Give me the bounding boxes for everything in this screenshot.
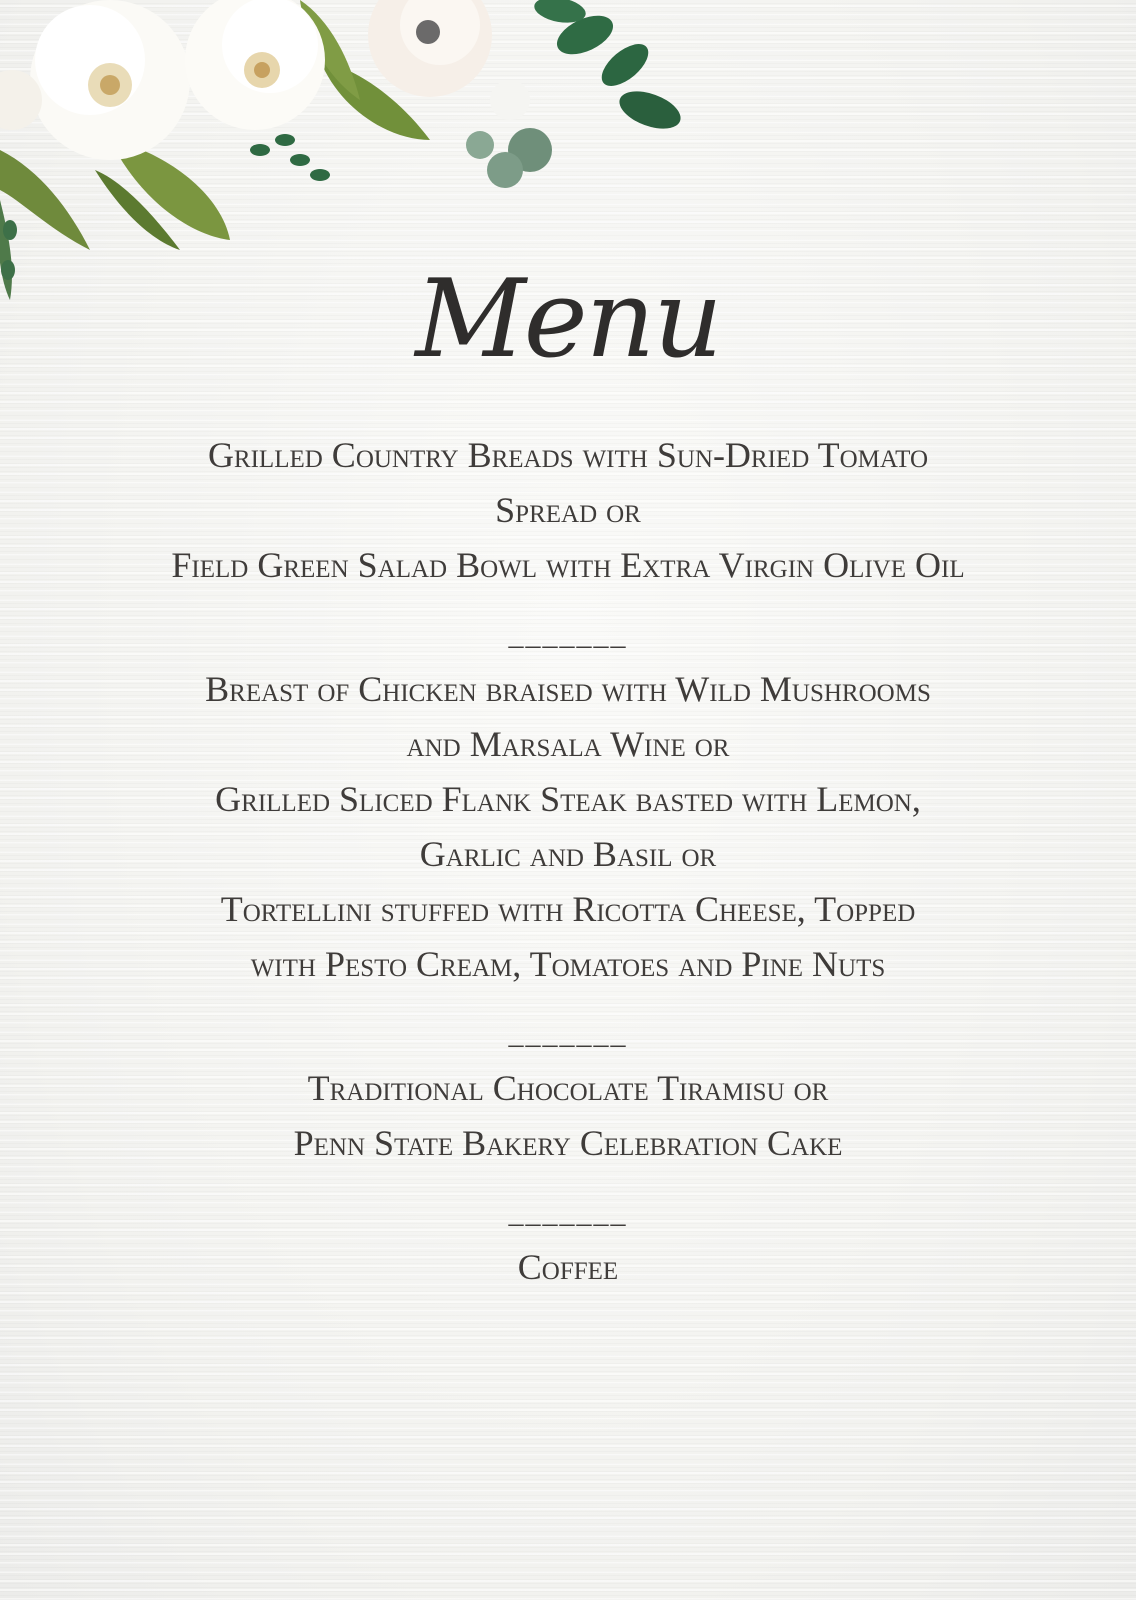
menu-title: Menu <box>415 257 721 382</box>
menu-item-line: Grilled Sliced Flank Steak basted with Lemon, <box>215 779 921 819</box>
mains-section <box>80 662 1056 992</box>
section-separator: _______ <box>508 1196 628 1229</box>
menu-item-line: and Marsala Wine or <box>406 724 730 764</box>
desserts-section <box>80 1061 1056 1171</box>
section-separator: _______ <box>508 618 628 651</box>
menu-item-line: with Pesto Cream, Tomatoes and Pine Nuts <box>250 944 886 984</box>
starters-section <box>80 428 1056 593</box>
menu-item-line: Tortellini stuffed with Ricotta Cheese, Topped <box>220 889 916 929</box>
menu-item-line: Garlic and Basil or <box>419 834 717 874</box>
menu-list <box>80 428 1056 1295</box>
menu-item-line: Coffee <box>517 1247 619 1287</box>
menu-item-line: Penn State Bakery Celebration Cake <box>293 1123 843 1163</box>
menu-item-line: Spread or <box>495 490 641 530</box>
menu-item-line: Breast of Chicken braised with Wild Mushrooms <box>205 669 931 709</box>
menu-item-line: Traditional Chocolate Tiramisu or <box>307 1068 829 1108</box>
drinks-section <box>80 1240 1056 1295</box>
menu-item-line: Grilled Country Breads with Sun-Dried Tomato <box>207 435 929 475</box>
section-separator: _______ <box>508 1017 628 1050</box>
menu-item-line: Field Green Salad Bowl with Extra Virgin Olive Oil <box>171 545 965 585</box>
white-flowers <box>0 0 530 160</box>
